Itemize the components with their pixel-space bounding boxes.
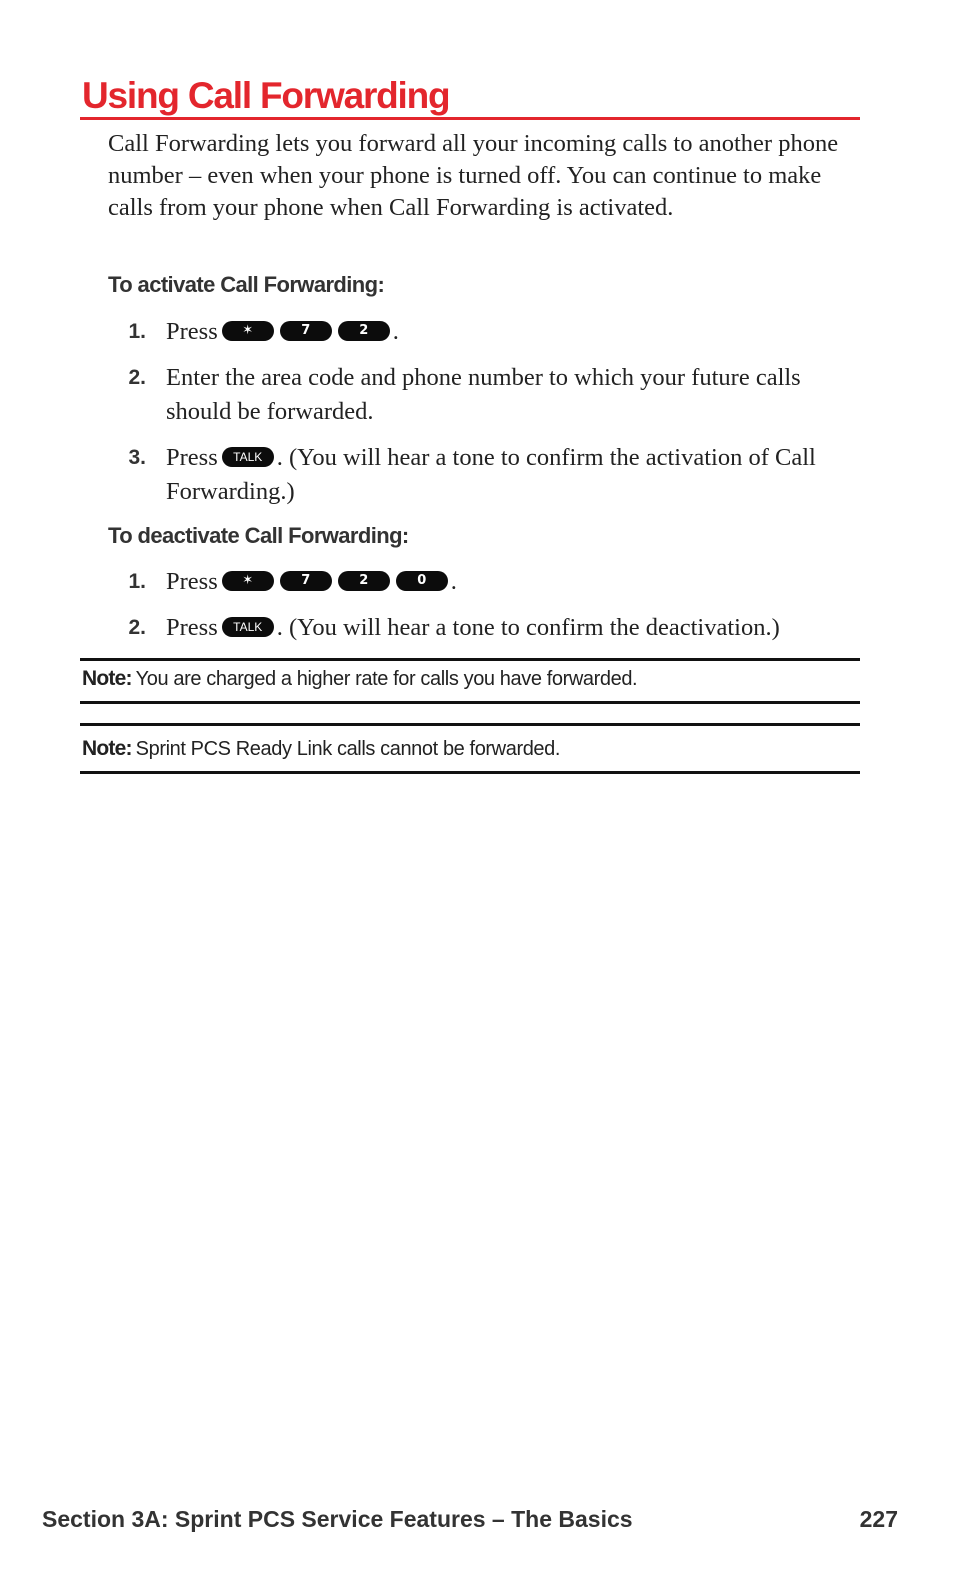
two-key-icon: 2 (338, 321, 390, 341)
note-top-rule (80, 723, 860, 726)
note-top-rule (80, 658, 860, 661)
step-text: Enter the area code and phone number to which your future calls should be forwarded. (166, 364, 801, 425)
step-text-after: . (392, 318, 399, 345)
step-number: 1. (128, 570, 146, 593)
step-text-press: Press (166, 568, 218, 595)
note-charged (82, 662, 862, 698)
note-bottom-rule (80, 701, 860, 704)
step-text-after: . (450, 568, 457, 595)
step-text (166, 611, 846, 645)
title-underline (80, 117, 860, 120)
seven-key-icon: 7 (280, 571, 332, 591)
step-text-press: Press (166, 444, 218, 471)
note-text: You are charged a higher rate for calls you have forwarded. (135, 668, 638, 690)
step-text-press: Press (166, 614, 218, 641)
intro-paragraph: Call Forwarding lets you forward all your incoming calls to another phone number – even when your phone is turned off. You can continue to make calls from your phone when Call Forwarding is activated. (108, 130, 839, 221)
note-label: Note: (82, 667, 132, 690)
step-text-after: . (You will hear a tone to confirm the deactivation.) (276, 614, 780, 641)
page-number: 227 (859, 1506, 898, 1532)
step-number: 3. (128, 446, 146, 469)
talk-key-icon: TALK (222, 447, 274, 467)
zero-key-icon: 0 (396, 571, 448, 591)
step-number: 2. (128, 366, 146, 389)
talk-key-icon: TALK (222, 617, 274, 637)
deactivate-heading: To deactivate Call Forwarding: (108, 523, 409, 548)
page-title: Using Call Forwarding (82, 75, 450, 116)
seven-key-icon: 7 (280, 321, 332, 341)
step-number: 1. (128, 320, 146, 343)
star-key-icon: ✶ (222, 321, 274, 341)
note-ready-link (82, 732, 862, 768)
step-text (166, 441, 846, 509)
note-bottom-rule (80, 771, 860, 774)
step-number: 2. (128, 616, 146, 639)
note-label: Note: (82, 737, 132, 760)
step-text (166, 565, 846, 599)
footer-section-title: Section 3A: Sprint PCS Service Features – The Basics (42, 1506, 633, 1532)
activate-heading: To activate Call Forwarding: (108, 272, 385, 297)
step-text (166, 315, 846, 349)
step-text-press: Press (166, 318, 218, 345)
note-text: Sprint PCS Ready Link calls cannot be forwarded. (135, 738, 561, 760)
step-text-after: . (You will hear a tone to confirm the activation of Call Forwarding.) (166, 444, 816, 505)
star-key-icon: ✶ (222, 571, 274, 591)
two-key-icon: 2 (338, 571, 390, 591)
